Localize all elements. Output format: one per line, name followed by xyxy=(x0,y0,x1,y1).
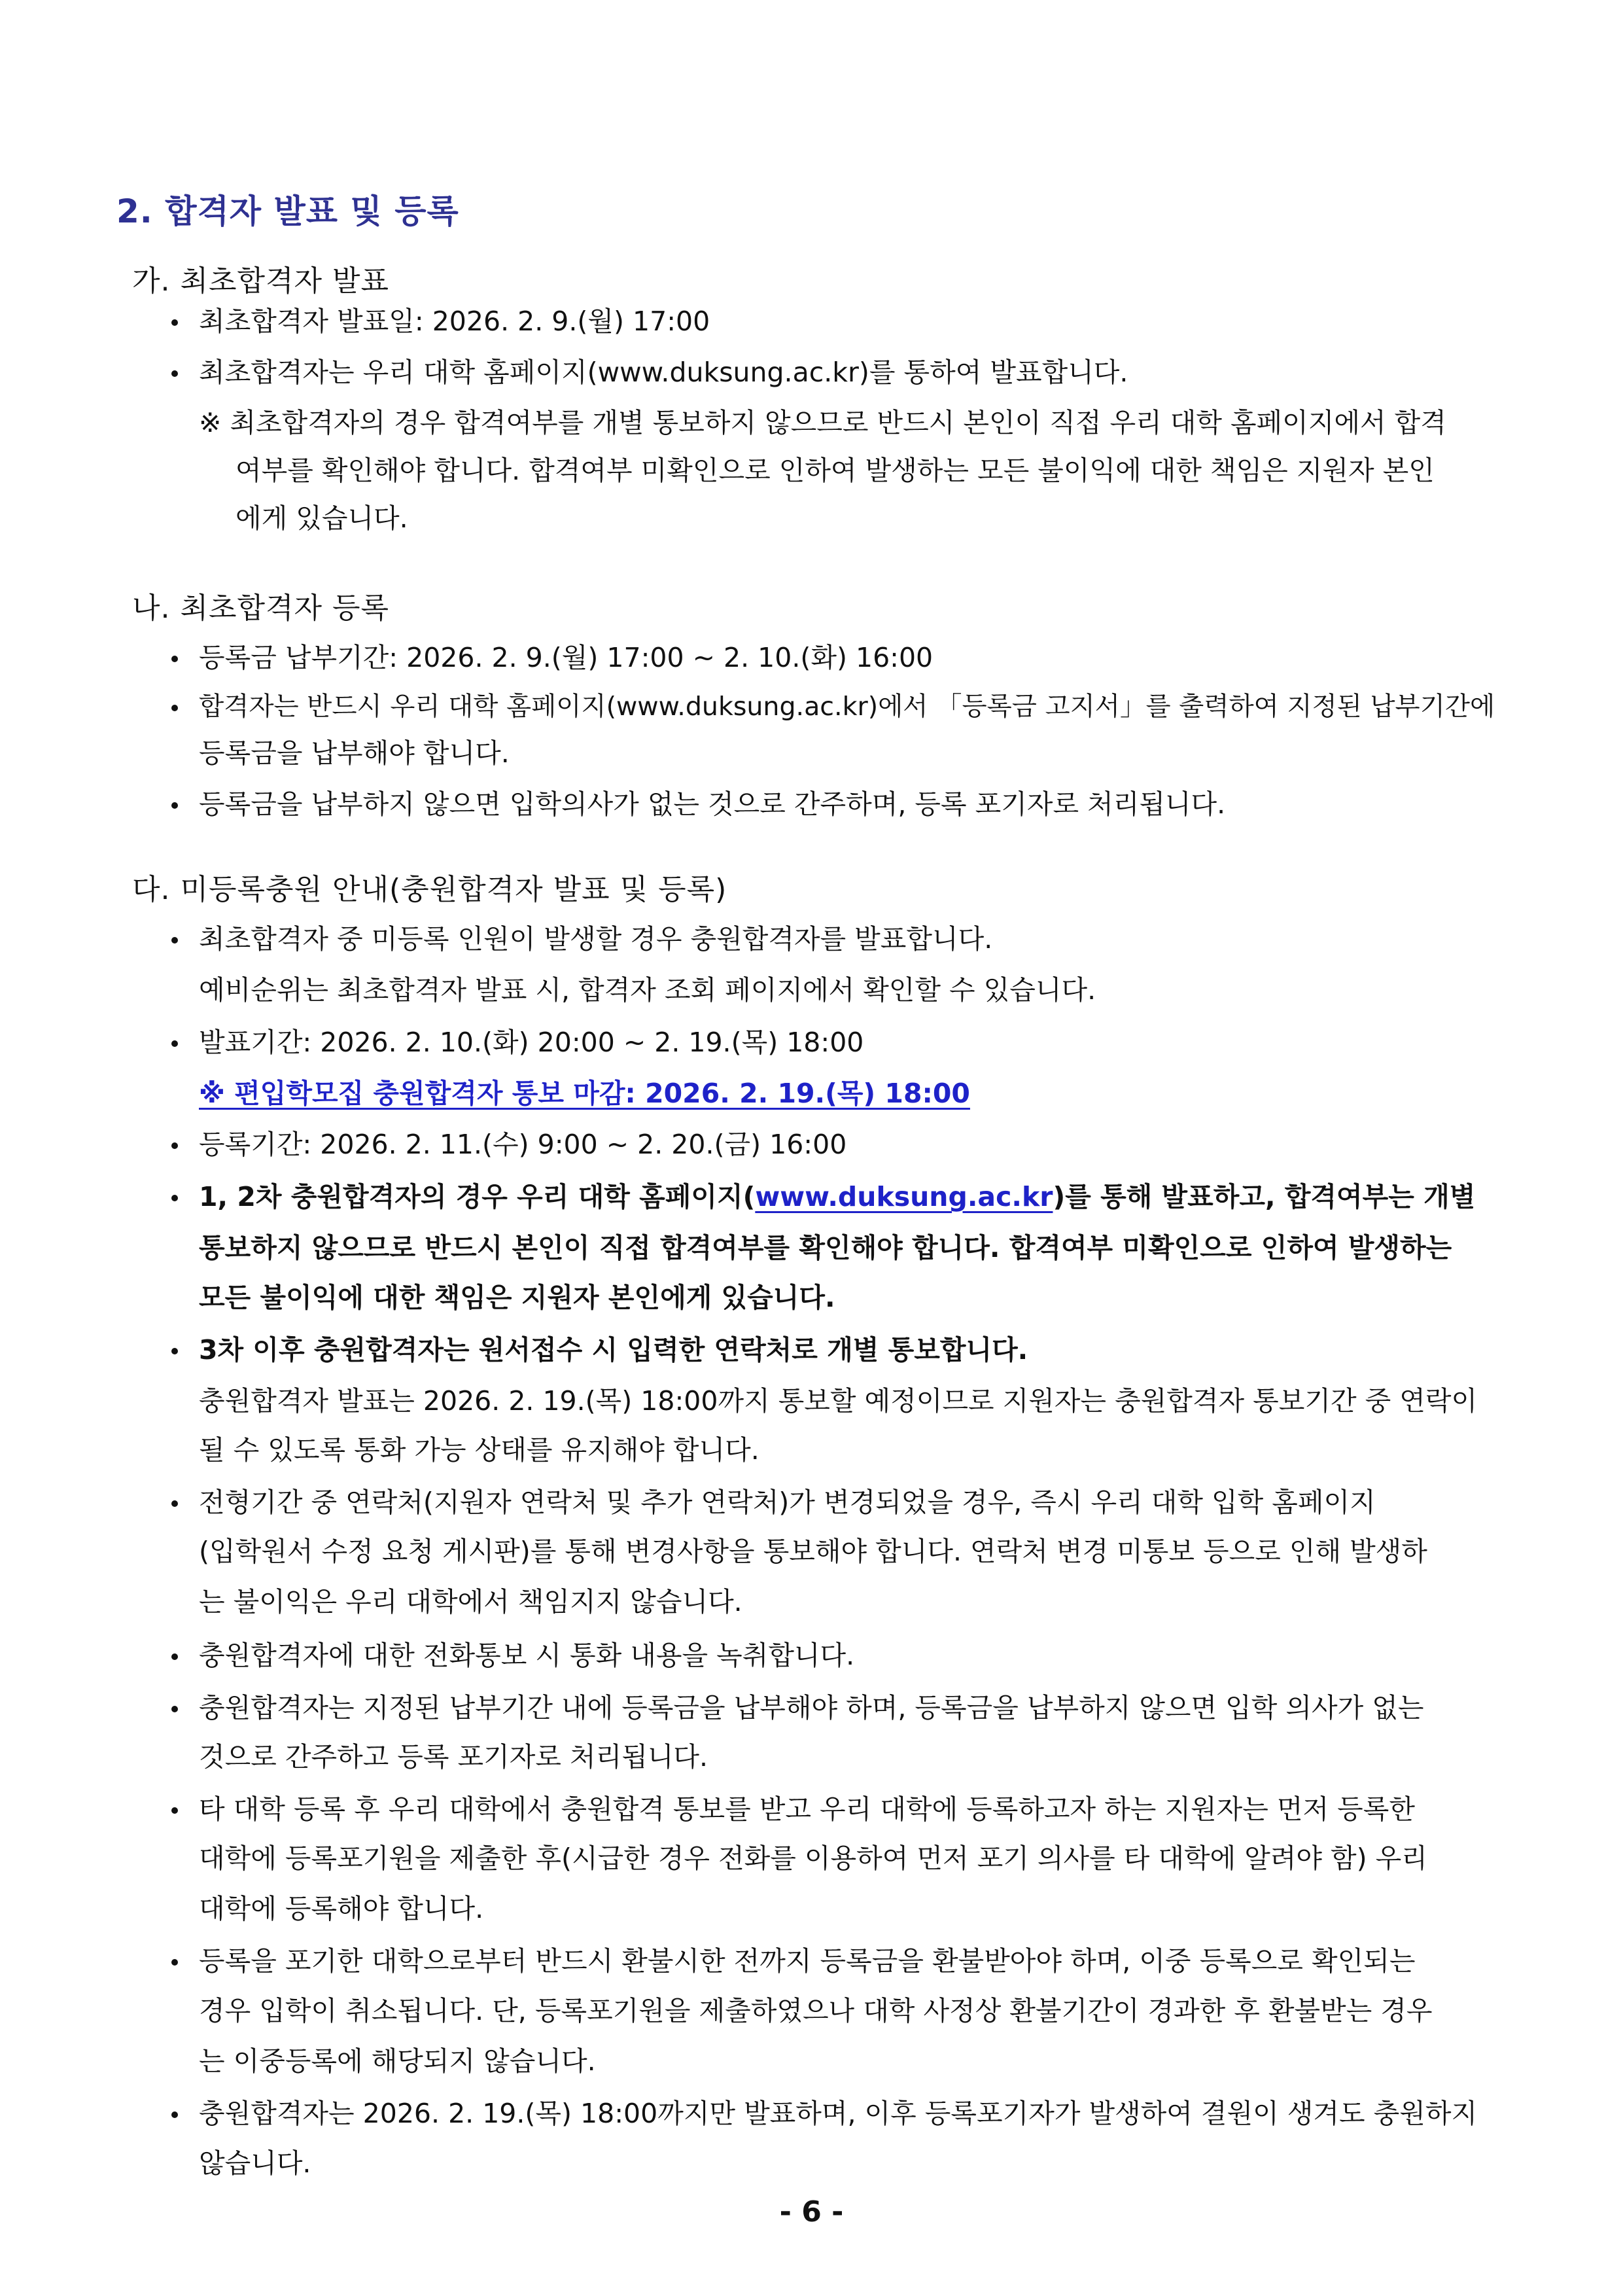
bullet-dot xyxy=(171,705,178,711)
bullet-contact-change-line-1: 전형기간 중 연락처(지원자 연락처 및 추가 연락처)가 변경되었을 경우, 즉시 우리 대학 입학 홈페이지 xyxy=(199,1487,1376,1518)
bullet-call-recording: 충원합격자에 대한 전화통보 시 통화 내용을 녹취합니다. xyxy=(199,1640,855,1671)
bullet-dot xyxy=(171,1706,178,1712)
subheading-additional-admission: 다. 미등록충원 안내(충원합격자 발표 및 등록) xyxy=(132,873,727,906)
bullet-dot xyxy=(171,1959,178,1966)
bullet-payment-line-2: 것으로 간주하고 등록 포기자로 처리됩니다. xyxy=(199,1741,708,1773)
bullet-round12-line-2: 통보하지 않으므로 반드시 본인이 직접 합격여부를 확인해야 합니다. 합격여부 미확인으로 인하여 발생하는 xyxy=(199,1232,1452,1263)
subheading-first-announcement: 가. 최초합격자 발표 xyxy=(132,264,389,298)
bullet-other-university-line-2: 대학에 등록포기원을 제출한 후(시급한 경우 전화를 이용하여 먼저 포기 의사를 타 대학에 알려야 함) 우리 xyxy=(199,1843,1427,1874)
bullet-dot xyxy=(171,802,178,809)
bullet-dot xyxy=(171,656,178,662)
bullet-dot xyxy=(171,1142,178,1149)
bullet-dot xyxy=(171,1653,178,1660)
bullet-nonpayment: 등록금을 납부하지 않으면 입학의사가 없는 것으로 간주하며, 등록 포기자로 처리됩니다. xyxy=(199,788,1226,820)
bullet-dot xyxy=(171,1195,178,1201)
bullet-dot xyxy=(171,937,178,944)
page-number: - 6 - xyxy=(779,2195,844,2229)
bullet-vacancy-line-2: 예비순위는 최초합격자 발표 시, 합격자 조회 페이지에서 확인할 수 있습니다. xyxy=(199,974,1096,1006)
note-line-2: 여부를 확인해야 합니다. 합격여부 미확인으로 인하여 발생하는 모든 불이익에 대한 책임은 지원자 본인 xyxy=(236,455,1435,486)
subheading-first-registration: 나. 최초합격자 등록 xyxy=(132,592,389,625)
bullet-round3-line-2: 충원합격자 발표는 2026. 2. 19.(목) 18:00까지 통보할 예정이므로 지원자는 충원합격자 통보기간 중 연락이 xyxy=(199,1385,1478,1417)
bullet-final-line-1: 충원합격자는 2026. 2. 19.(목) 18:00까지만 발표하며, 이후 등록포기자가 발생하여 결원이 생겨도 충원하지 xyxy=(199,2098,1478,2129)
bullet-dot xyxy=(171,1040,178,1047)
bullet-vacancy-line-1: 최초합격자 중 미등록 인원이 발생할 경우 충원합격자를 발표합니다. xyxy=(199,923,993,955)
bullet-invoice-line-2: 등록금을 납부해야 합니다. xyxy=(199,737,510,769)
bullet-round12-line-1: 1, 2차 충원합격자의 경우 우리 대학 홈페이지(www.duksung.ac.kr)를 통해 발표하고, 합격여부는 개별 xyxy=(199,1181,1476,1212)
bullet-dot xyxy=(171,1500,178,1507)
bullet-dot xyxy=(171,370,178,377)
bullet-refund-line-2: 경우 입학이 취소됩니다. 단, 등록포기원을 제출하였으나 대학 사정상 환불기간이 경과한 후 환불받는 경우 xyxy=(199,1995,1433,2026)
bullet-round3-line-1: 3차 이후 충원합격자는 원서접수 시 입력한 연락처로 개별 통보합니다. xyxy=(199,1334,1028,1366)
note-line-1: ※ 최초합격자의 경우 합격여부를 개별 통보하지 않으므로 반드시 본인이 직접 우리 대학 홈페이지에서 합격 xyxy=(199,407,1446,438)
bullet-refund-line-1: 등록을 포기한 대학으로부터 반드시 환불시한 전까지 등록금을 환불받아야 하며, 이중 등록으로 확인되는 xyxy=(199,1945,1416,1977)
bullet-final-line-2: 않습니다. xyxy=(199,2147,311,2179)
bullet-round3-line-3: 될 수 있도록 통화 가능 상태를 유지해야 합니다. xyxy=(199,1434,759,1466)
bullet-announcement-web: 최초합격자는 우리 대학 홈페이지(www.duksung.ac.kr)를 통하여 발표합니다. xyxy=(199,357,1128,388)
transfer-deadline-note: ※ 편입학모집 충원합격자 통보 마감: 2026. 2. 19.(목) 18:00 xyxy=(199,1078,970,1109)
bullet-dot xyxy=(171,1807,178,1814)
section-title: 2. 합격자 발표 및 등록 xyxy=(116,192,459,230)
bullet-other-university-line-3: 대학에 등록해야 합니다. xyxy=(199,1893,484,1924)
bullet-refund-line-3: 는 이중등록에 해당되지 않습니다. xyxy=(199,2045,596,2077)
bullet-contact-change-line-3: 는 불이익은 우리 대학에서 책임지지 않습니다. xyxy=(199,1586,742,1617)
note-line-3: 에게 있습니다. xyxy=(236,503,408,534)
bullet-announcement-date: 최초합격자 발표일: 2026. 2. 9.(월) 17:00 xyxy=(199,306,710,337)
bullet-dot xyxy=(171,1348,178,1354)
bullet-payment-period: 등록금 납부기간: 2026. 2. 9.(월) 17:00 ~ 2. 10.(화) 16:00 xyxy=(199,642,934,673)
bullet-registration-period: 등록기간: 2026. 2. 11.(수) 9:00 ~ 2. 20.(금) 16:00 xyxy=(199,1129,847,1160)
bullet-dot xyxy=(171,319,178,326)
bullet-other-university-line-1: 타 대학 등록 후 우리 대학에서 충원합격 통보를 받고 우리 대학에 등록하고자 하는 지원자는 먼저 등록한 xyxy=(199,1793,1415,1825)
bullet-payment-line-1: 충원합격자는 지정된 납부기간 내에 등록금을 납부해야 하며, 등록금을 납부하지 않으면 입학 의사가 없는 xyxy=(199,1692,1424,1723)
bullet-announcement-period: 발표기간: 2026. 2. 10.(화) 20:00 ~ 2. 19.(목) 18:00 xyxy=(199,1027,864,1058)
bullet-invoice-line-1: 합격자는 반드시 우리 대학 홈페이지(www.duksung.ac.kr)에서 「등록금 고지서」를 출력하여 지정된 납부기간에 xyxy=(199,692,1495,722)
bullet-dot xyxy=(171,2111,178,2118)
bullet-round12-line-3: 모든 불이익에 대한 책임은 지원자 본인에게 있습니다. xyxy=(199,1282,835,1313)
homepage-link[interactable]: www.duksung.ac.kr xyxy=(755,1181,1053,1212)
bullet-contact-change-line-2: (입학원서 수정 요청 게시판)를 통해 변경사항을 통보해야 합니다. 연락처 변경 미통보 등으로 인해 발생하 xyxy=(199,1536,1427,1567)
